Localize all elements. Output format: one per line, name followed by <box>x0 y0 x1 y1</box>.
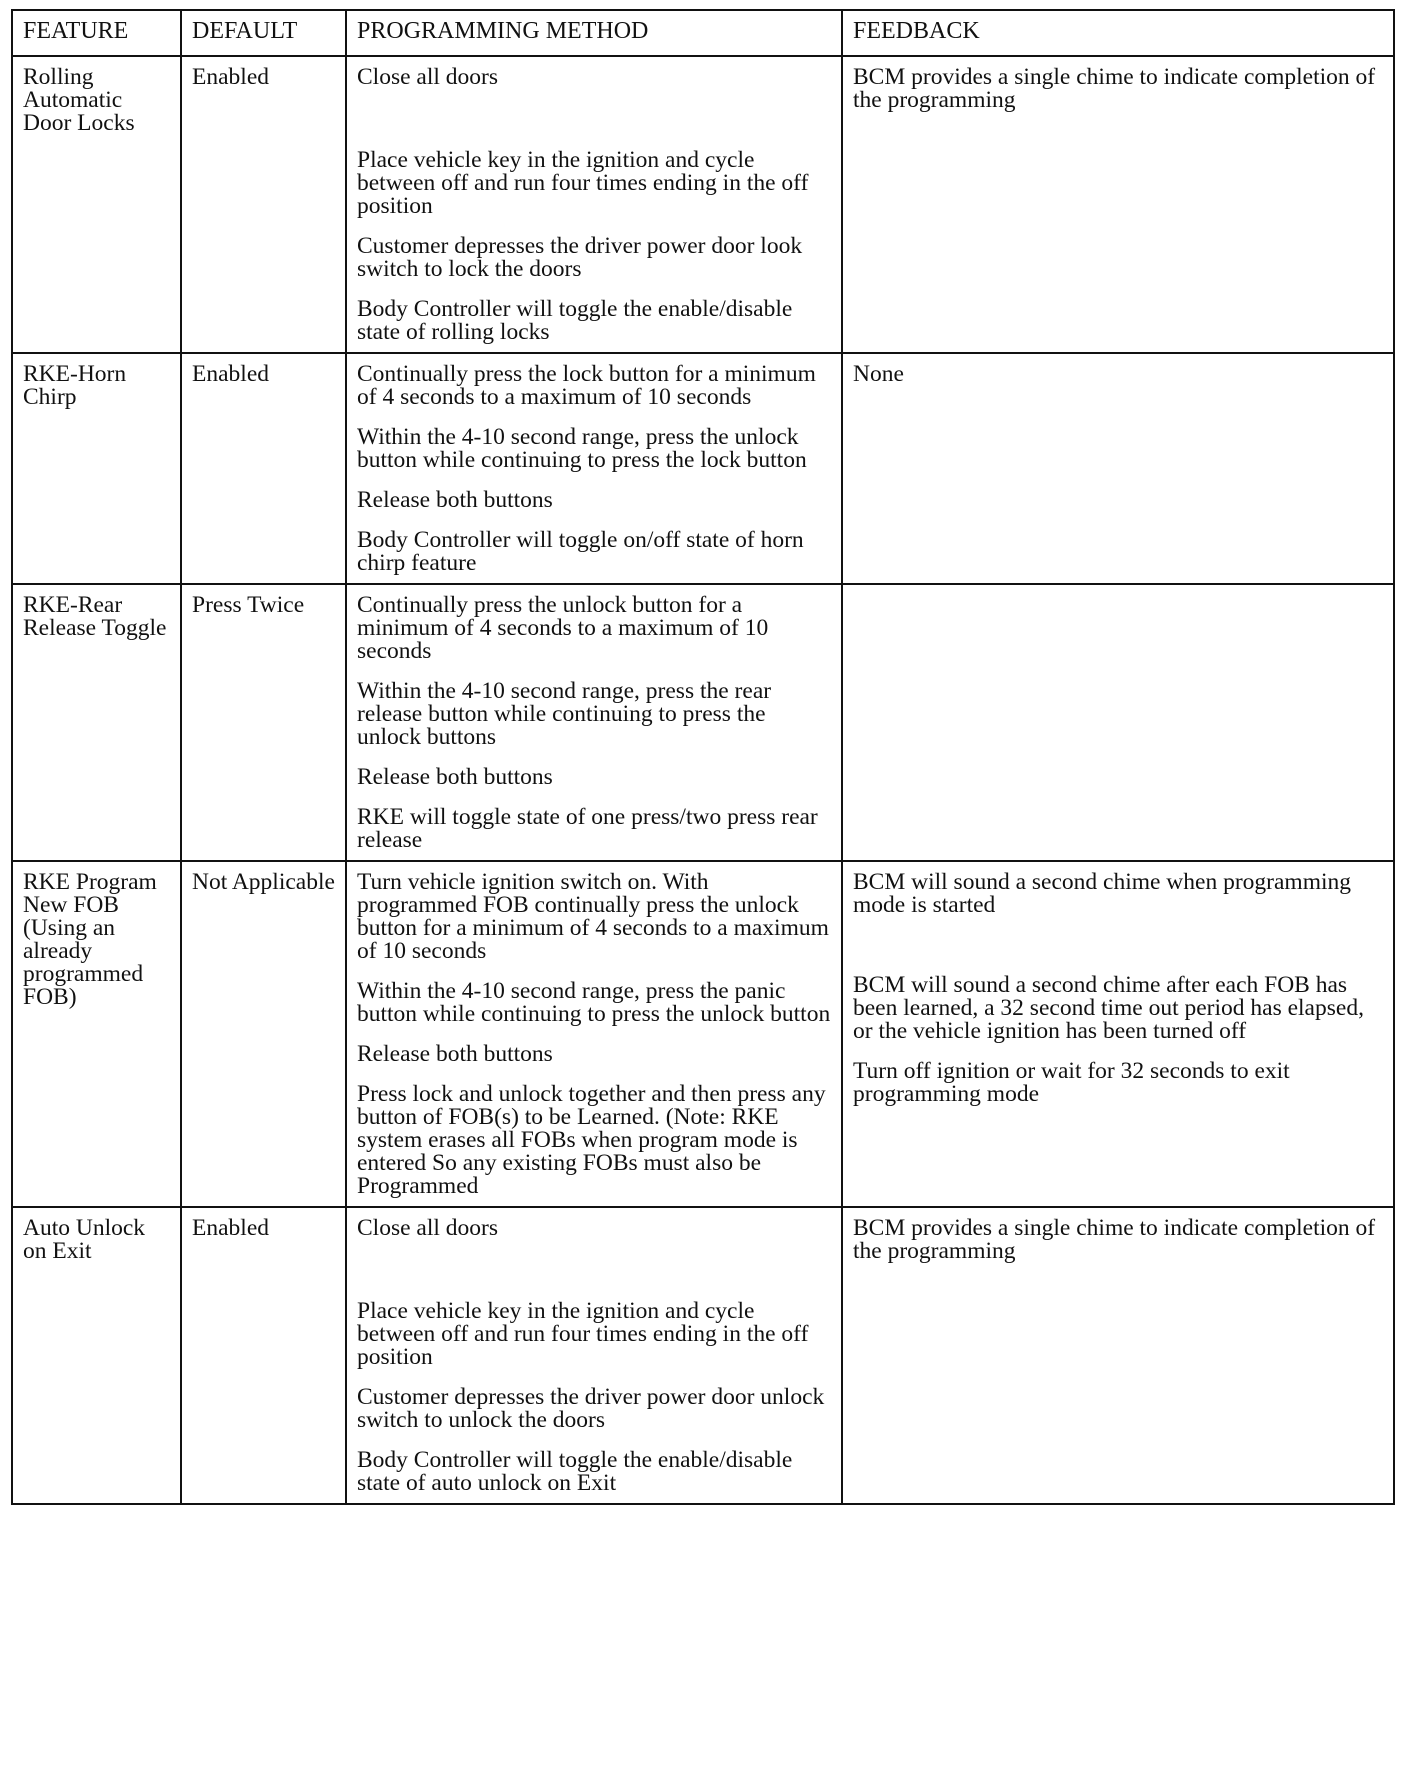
header-feedback: FEEDBACK <box>842 10 1394 56</box>
method-step: Place vehicle key in the ignition and cycle between off and run four times ending in the off position <box>357 1298 809 1370</box>
default-cell: Enabled <box>181 353 346 584</box>
feature-cell: Auto Unlock on Exit <box>12 1207 181 1504</box>
method-step: Continually press the lock button for a minimum of 4 seconds to a maximum of 10 seconds <box>357 361 816 410</box>
method-step: Press lock and unlock together and then press any button of FOB(s) to be Learned. (Note: RKE system erases all FOBs when program mode is entered So any existing FOBs must also be Programmed <box>357 1081 826 1199</box>
method-step: Body Controller will toggle the enable/disable state of rolling locks <box>357 296 793 345</box>
table-row <box>12 56 1394 353</box>
feedback-note: Turn off ignition or wait for 32 seconds to exit programming mode <box>853 1058 1290 1107</box>
header-row <box>12 10 1394 56</box>
default-cell: Press Twice <box>181 584 346 861</box>
method-step: Within the 4-10 second range, press the rear release button while continuing to press the unlock buttons <box>357 678 772 750</box>
table-row <box>12 584 1394 861</box>
default-cell: Enabled <box>181 1207 346 1504</box>
feedback-note: BCM provides a single chime to indicate completion of the programming <box>853 64 1376 113</box>
method-step: Release both buttons <box>357 764 553 790</box>
header-feature: FEATURE <box>12 10 181 56</box>
header-default: DEFAULT <box>181 10 346 56</box>
header-method: PROGRAMMING METHOD <box>346 10 842 56</box>
default-cell: Enabled <box>181 56 346 353</box>
method-step: Customer depresses the driver power door unlock switch to unlock the doors <box>357 1384 825 1433</box>
method-step: Within the 4-10 second range, press the unlock button while continuing to press the lock button <box>357 424 807 473</box>
programming-table <box>11 9 1395 1505</box>
method-step: Customer depresses the driver power door look switch to lock the doors <box>357 233 803 282</box>
method-step: Release both buttons <box>357 487 553 513</box>
feature-cell: RKE-Horn Chirp <box>12 353 181 584</box>
feedback-cell <box>842 861 1394 1207</box>
method-step: RKE will toggle state of one press/two press rear release <box>357 804 818 853</box>
method-cell <box>346 56 842 353</box>
feedback-cell <box>842 1207 1394 1504</box>
method-step: Close all doors <box>357 1215 498 1241</box>
feedback-note: None <box>853 361 904 387</box>
method-step: Turn vehicle ignition switch on. With programmed FOB continually press the unlock button for a minimum of 4 seconds to a maximum of 10 seconds <box>357 869 829 964</box>
method-step: Body Controller will toggle on/off state of horn chirp feature <box>357 527 804 576</box>
feedback-cell <box>842 584 1394 861</box>
feedback-note: BCM provides a single chime to indicate completion of the programming <box>853 1215 1376 1264</box>
default-cell: Not Applicable <box>181 861 346 1207</box>
method-cell <box>346 1207 842 1504</box>
method-step: Continually press the unlock button for a minimum of 4 seconds to a maximum of 10 seconds <box>357 592 769 664</box>
method-cell <box>346 861 842 1207</box>
feature-cell: Rolling Automatic Door Locks <box>12 56 181 353</box>
feedback-cell <box>842 353 1394 584</box>
feedback-note: BCM will sound a second chime after each FOB has been learned, a 32 second time out period has elapsed, or the vehicle ignition has been turned off <box>853 972 1364 1044</box>
feature-cell: RKE Program New FOB (Using an already programmed FOB) <box>12 861 181 1207</box>
feedback-cell <box>842 56 1394 353</box>
table-row <box>12 861 1394 1207</box>
method-cell <box>346 584 842 861</box>
method-step: Body Controller will toggle the enable/disable state of auto unlock on Exit <box>357 1447 793 1496</box>
method-step: Close all doors <box>357 64 498 90</box>
feature-cell: RKE-Rear Release Toggle <box>12 584 181 861</box>
method-step: Place vehicle key in the ignition and cycle between off and run four times ending in the off position <box>357 147 809 219</box>
feedback-note: BCM will sound a second chime when programming mode is started <box>853 869 1351 918</box>
table-row <box>12 353 1394 584</box>
method-step: Within the 4-10 second range, press the panic button while continuing to press the unlock button <box>357 978 831 1027</box>
method-step: Release both buttons <box>357 1041 553 1067</box>
table-row <box>12 1207 1394 1504</box>
method-cell <box>346 353 842 584</box>
